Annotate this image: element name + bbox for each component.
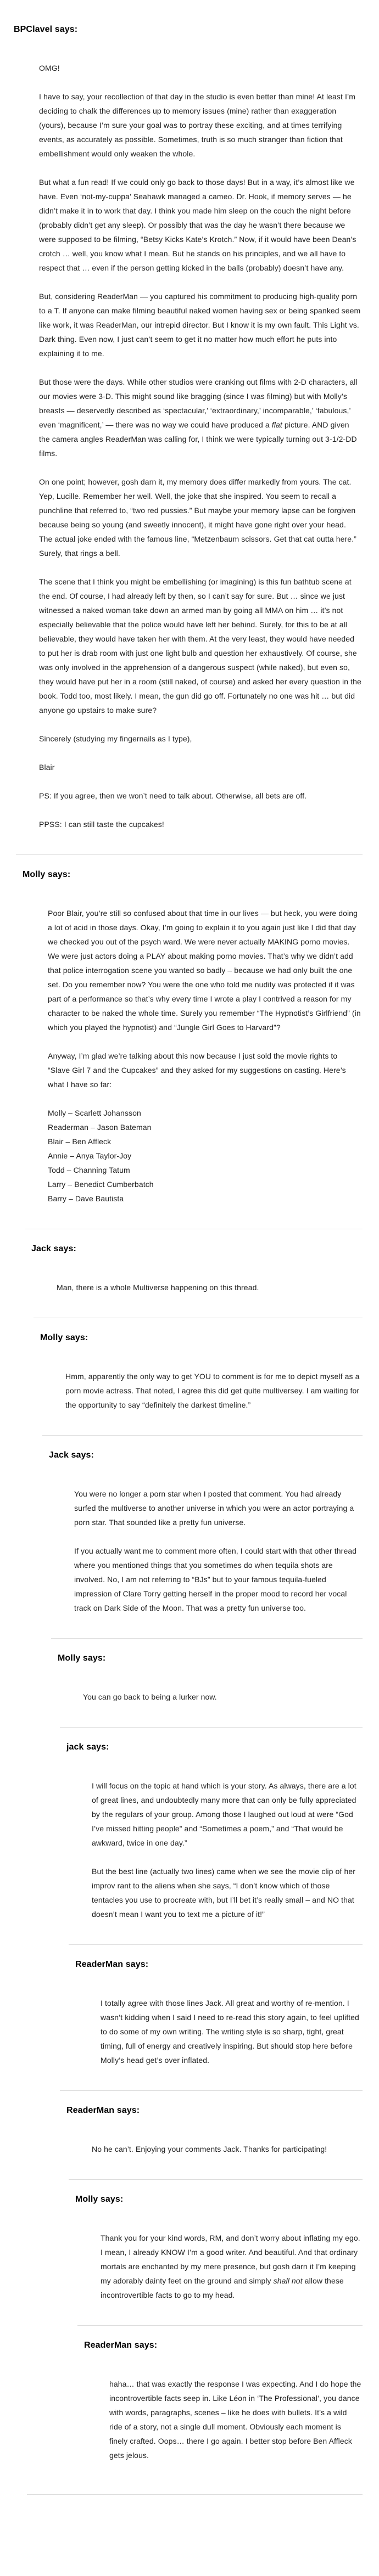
comment-paragraph: Sincerely (studying my fingernails as I type), [39, 734, 192, 743]
comment-paragraph: But, considering ReaderMan — you captured his commitment to producing high-quality porn to a T. If anyone can make filming beautiful naked women having sex or being spanked seem like work, it was ReaderMan, our intrepid director. But I know it is my own fault. This Light vs. Dark thing. Even now, I just can’t seem to get it no matter how much effort he puts into explaining it to me. [39, 292, 361, 358]
comment-readerman-7 [69, 1944, 363, 2090]
comment-molly-9 [69, 2179, 363, 2325]
comment-paragraph: You can go back to being a lurker now. [83, 1692, 217, 1701]
comment-author-label: Molly says: [40, 1333, 88, 1342]
comment-author-label: Molly says: [58, 1653, 106, 1663]
comment-author-label: Molly says: [75, 2195, 124, 2204]
comment-body [75, 2231, 363, 2302]
comment-body [14, 61, 363, 831]
comment-paragraph: PS: If you agree, then we won’t need to talk about. Otherwise, all bets are off. [39, 791, 307, 800]
comment-readerman-8 [60, 2090, 363, 2179]
comment-body [66, 2142, 363, 2156]
casting-list-item: Molly – Scarlett Johansson [48, 1109, 141, 1117]
comment-readerman-10 [77, 2325, 363, 2485]
comment-paragraph: You were no longer a porn star when I posted that comment. You had already surfed the multiverse to another universe in which you were an actor portraying a porn star. That sounded like a pretty fun universe. [74, 1489, 354, 1527]
casting-list-item: Annie – Anya Taylor-Joy [48, 1151, 132, 1160]
comment-molly-1 [16, 854, 363, 1229]
comment-author-label: Jack says: [31, 1244, 76, 1253]
comment-paragraph: No he can’t. Enjoying your comments Jack. Thanks for participating! [92, 2145, 327, 2153]
comment-paragraph: The scene that I think you might be embellishing (or imagining) is this fun bathtub scene at the end. Of course, I had already left by then, so I can’t say for sure. But … since we just witnessed a naked woman take down an armed man by going all MMA on him … it’s not especially believable that the police would have left her behind. Surely, for this to be at all believable, they would have taken her with them. At the very least, they would have needed to put her is drab room with just one light bulb and question her exhaustively. Of course, she was only involved in the apprehension of a dangerous suspect (while naked), but even so, they would have put her in a room (still naked, of course) and asked her every question in the book. Todd too, most likely. I mean, the gun did go off. Fortunately no one was hit … but did anyone go upstairs to make sure? [39, 577, 361, 715]
comment-body [75, 1996, 363, 2067]
comment-paragraph: Poor Blair, you’re still so confused about that time in our lives — but heck, you were doing a lot of acid in those days. Okay, I’m going to explain it to you again just like I did that day we checked you out of the psych ward. We were never actually MAKING porno movies. We were just actors doing a PLAY about making porno movies. That’s why we didn’t add that police interrogation scene you wanted so badly – because we had only built the one set. Do you remember now? You were the one who told me nudity was protected if it was part of a performance so that’s why every time I wrote a play I contrived a reason for my character to be naked the whole time. Surely you remember “The Hypnotist’s Girlfriend” (in which you played the hypnotist) and “Jungle Girl Goes to Harvard”? [48, 909, 361, 1032]
comment-author-label: jack says: [66, 1742, 109, 1752]
comment-jack-2 [25, 1229, 363, 1318]
comment-body [40, 1369, 363, 1412]
comment-paragraph: I have to say, your recollection of that day in the studio is even better than mine! At least I’m deciding to chalk the differences up to memory issues (mine) rather than exaggeration (yours), because I’m sure your goal was to portray these exciting, and at times terrifying events, as accurately as possible. Sometimes, truth is so much stranger than fiction that embellishment would only weaken the whole. [39, 92, 355, 158]
comment-paragraph: PPSS: I can still taste the cupcakes! [39, 820, 164, 829]
comment-paragraph: haha… that was exactly the response I was expecting. And I do hope the incontrovertible facts seep in. Like Léon in ‘The Professional’, you dance with words, paragraphs, scenes – like he does with bullets. It’s a wild ride of a story, not a single dull moment. Obviously each moment is finely crafted. Oops… there I go again. I better stop before Ben Affleck gets jelous. [109, 2380, 361, 2460]
comment-paragraph: I will focus on the topic at hand which is your story. As always, there are a lot of great lines, and undoubtedly many more that can only be fully appreciated by the regulars of your group. Among those I laughed out loud at were “God I’ve missed hitting people” and “Sometimes a poem,” and “That would be awkward, twice in one day.” [92, 1781, 356, 1847]
comment-body [31, 1280, 363, 1295]
comment-paragraph: Blair [39, 763, 55, 772]
casting-list-item: Blair – Ben Affleck [48, 1137, 112, 1146]
comment-paragraph: But those were the days. While other studios were cranking out films with 2-D characters, all our movies were 3-D. This might sound like bragging (since I was filming) but with Molly’s breasts — deservedly described as ‘spectacular,’ ‘extraordinary,’ incomparable,’ ‘fabulous,’ even ‘magnificent,’ — there was no way we could have produced a flat picture. AND given the camera angles ReaderMan was calling for, I think we were typically turning out 3-1/2-DD films. [39, 378, 358, 458]
comment-paragraph: But what a fun read! If we could only go back to those days! But in a way, it’s almost like we have. Even ‘not-my-cuppa’ Seahawk managed a cameo. Dr. Hook, if memory serves — he didn’t make it in to work that day. I think you made him sleep on the couch the night before (probably didn’t get any sleep). Or possibly that was the day he wasn’t there because we were supposed to be filming, “Betsy Kicks Kate’s Krotch.” Now, if it would have been Dean’s crotch … well, you know what I mean. But he stands on his principles, and we all have to respect that … even if the person getting kicked in the balls (probably) doesn’t have any. [39, 178, 356, 272]
comment-jack-4 [42, 1435, 363, 1638]
comment-body [66, 1779, 363, 1921]
comment-body [84, 2377, 363, 2462]
comment-paragraph: Hmm, apparently the only way to get YOU to comment is for me to depict myself as a porn movie actress. That noted, I agree this did get quite multiversey. I am waiting for the opportunity to say “definitely the darkest timeline.” [65, 1372, 360, 1409]
trailing-divider [27, 2494, 363, 2495]
casting-list [48, 1106, 361, 1206]
casting-list-item: Todd – Channing Tatum [48, 1166, 130, 1174]
casting-list-item: Barry – Dave Bautista [48, 1194, 124, 1203]
comment-author-label: ReaderMan says: [66, 2106, 140, 2115]
comment-jack-6 [60, 1727, 363, 1944]
comment-bpclavel-0 [7, 10, 363, 854]
comment-paragraph: I totally agree with those lines Jack. All great and worthy of re-mention. I wasn’t kidding when I said I need to re-read this story again, to feel uplifted to do some of my own writing. The writing style is so sharp, tight, great timing, full of energy and creatively inspiring. But should stop here before Molly’s head get’s over inflated. [101, 1999, 359, 2065]
comment-paragraph: On one point; however, gosh darn it, my memory does differ markedly from yours. The cat. Yep, Lucille. Remember her well. Well, the joke that she inspired. You seem to recall a punchline that referred to, “two red pussies.” But maybe your memory lapse can be forgiven because being so young (and sweetly innocent), it might have gone right over your head. The actual joke ended with the famous line, “Metzenbaum scissors. Get that cat outta here.” Surely, that rings a bell. [39, 477, 356, 558]
comment-paragraph: Anyway, I’m glad we’re talking about this now because I just sold the movie rights to “Slave Girl 7 and the Cupcakes” and they asked for my suggestions on casting. Here’s what I have so far: [48, 1051, 346, 1089]
comment-author-label: Jack says: [49, 1450, 94, 1460]
comment-author-label: Molly says: [23, 870, 71, 879]
comment-paragraph: Man, there is a whole Multiverse happening on this thread. [57, 1283, 259, 1292]
comment-author-label: BPClavel says: [14, 25, 78, 34]
comment-molly-5 [51, 1638, 363, 1727]
comment-author-label: ReaderMan says: [75, 1960, 149, 1969]
comment-paragraph: OMG! [39, 64, 60, 72]
comment-molly-3 [34, 1318, 363, 1435]
casting-list-item: Larry – Benedict Cumberbatch [48, 1180, 154, 1189]
comment-paragraph: Thank you for your kind words, RM, and don’t worry about inflating my ego. I mean, I already KNOW I’m a good writer. And beautiful. And that ordinary mortals are enchanted by my mere presence, but gosh darn it I’m keeping my adorably dainty feet on the ground and simply shall not allow these incontrovertible facts to go to my head. [101, 2234, 360, 2299]
comment-body [49, 1487, 363, 1615]
comment-author-label: ReaderMan says: [84, 2341, 158, 2350]
casting-list-item: Readerman – Jason Bateman [48, 1123, 152, 1132]
comment-body [58, 1690, 363, 1704]
comment-body [23, 906, 363, 1206]
comment-paragraph: But the best line (actually two lines) came when we see the movie clip of her improv rant to the aliens when she says, “I don’t know which of those tentacles you use to procreate with, but I’ll bet it’s really small – and NO that doesn’t mean I want you to text me a picture of it!” [92, 1867, 356, 1919]
comment-paragraph: If you actually want me to comment more often, I could start with that other thread where you mentioned things that you sometimes do when tequila shots are involved. No, I am not referring to “BJs” but to your famous tequila-fueled impression of Clare Torry getting herself in the proper mood to record her vocal track on Dark Side of the Moon. That was a pretty fun universe too. [74, 1546, 357, 1612]
